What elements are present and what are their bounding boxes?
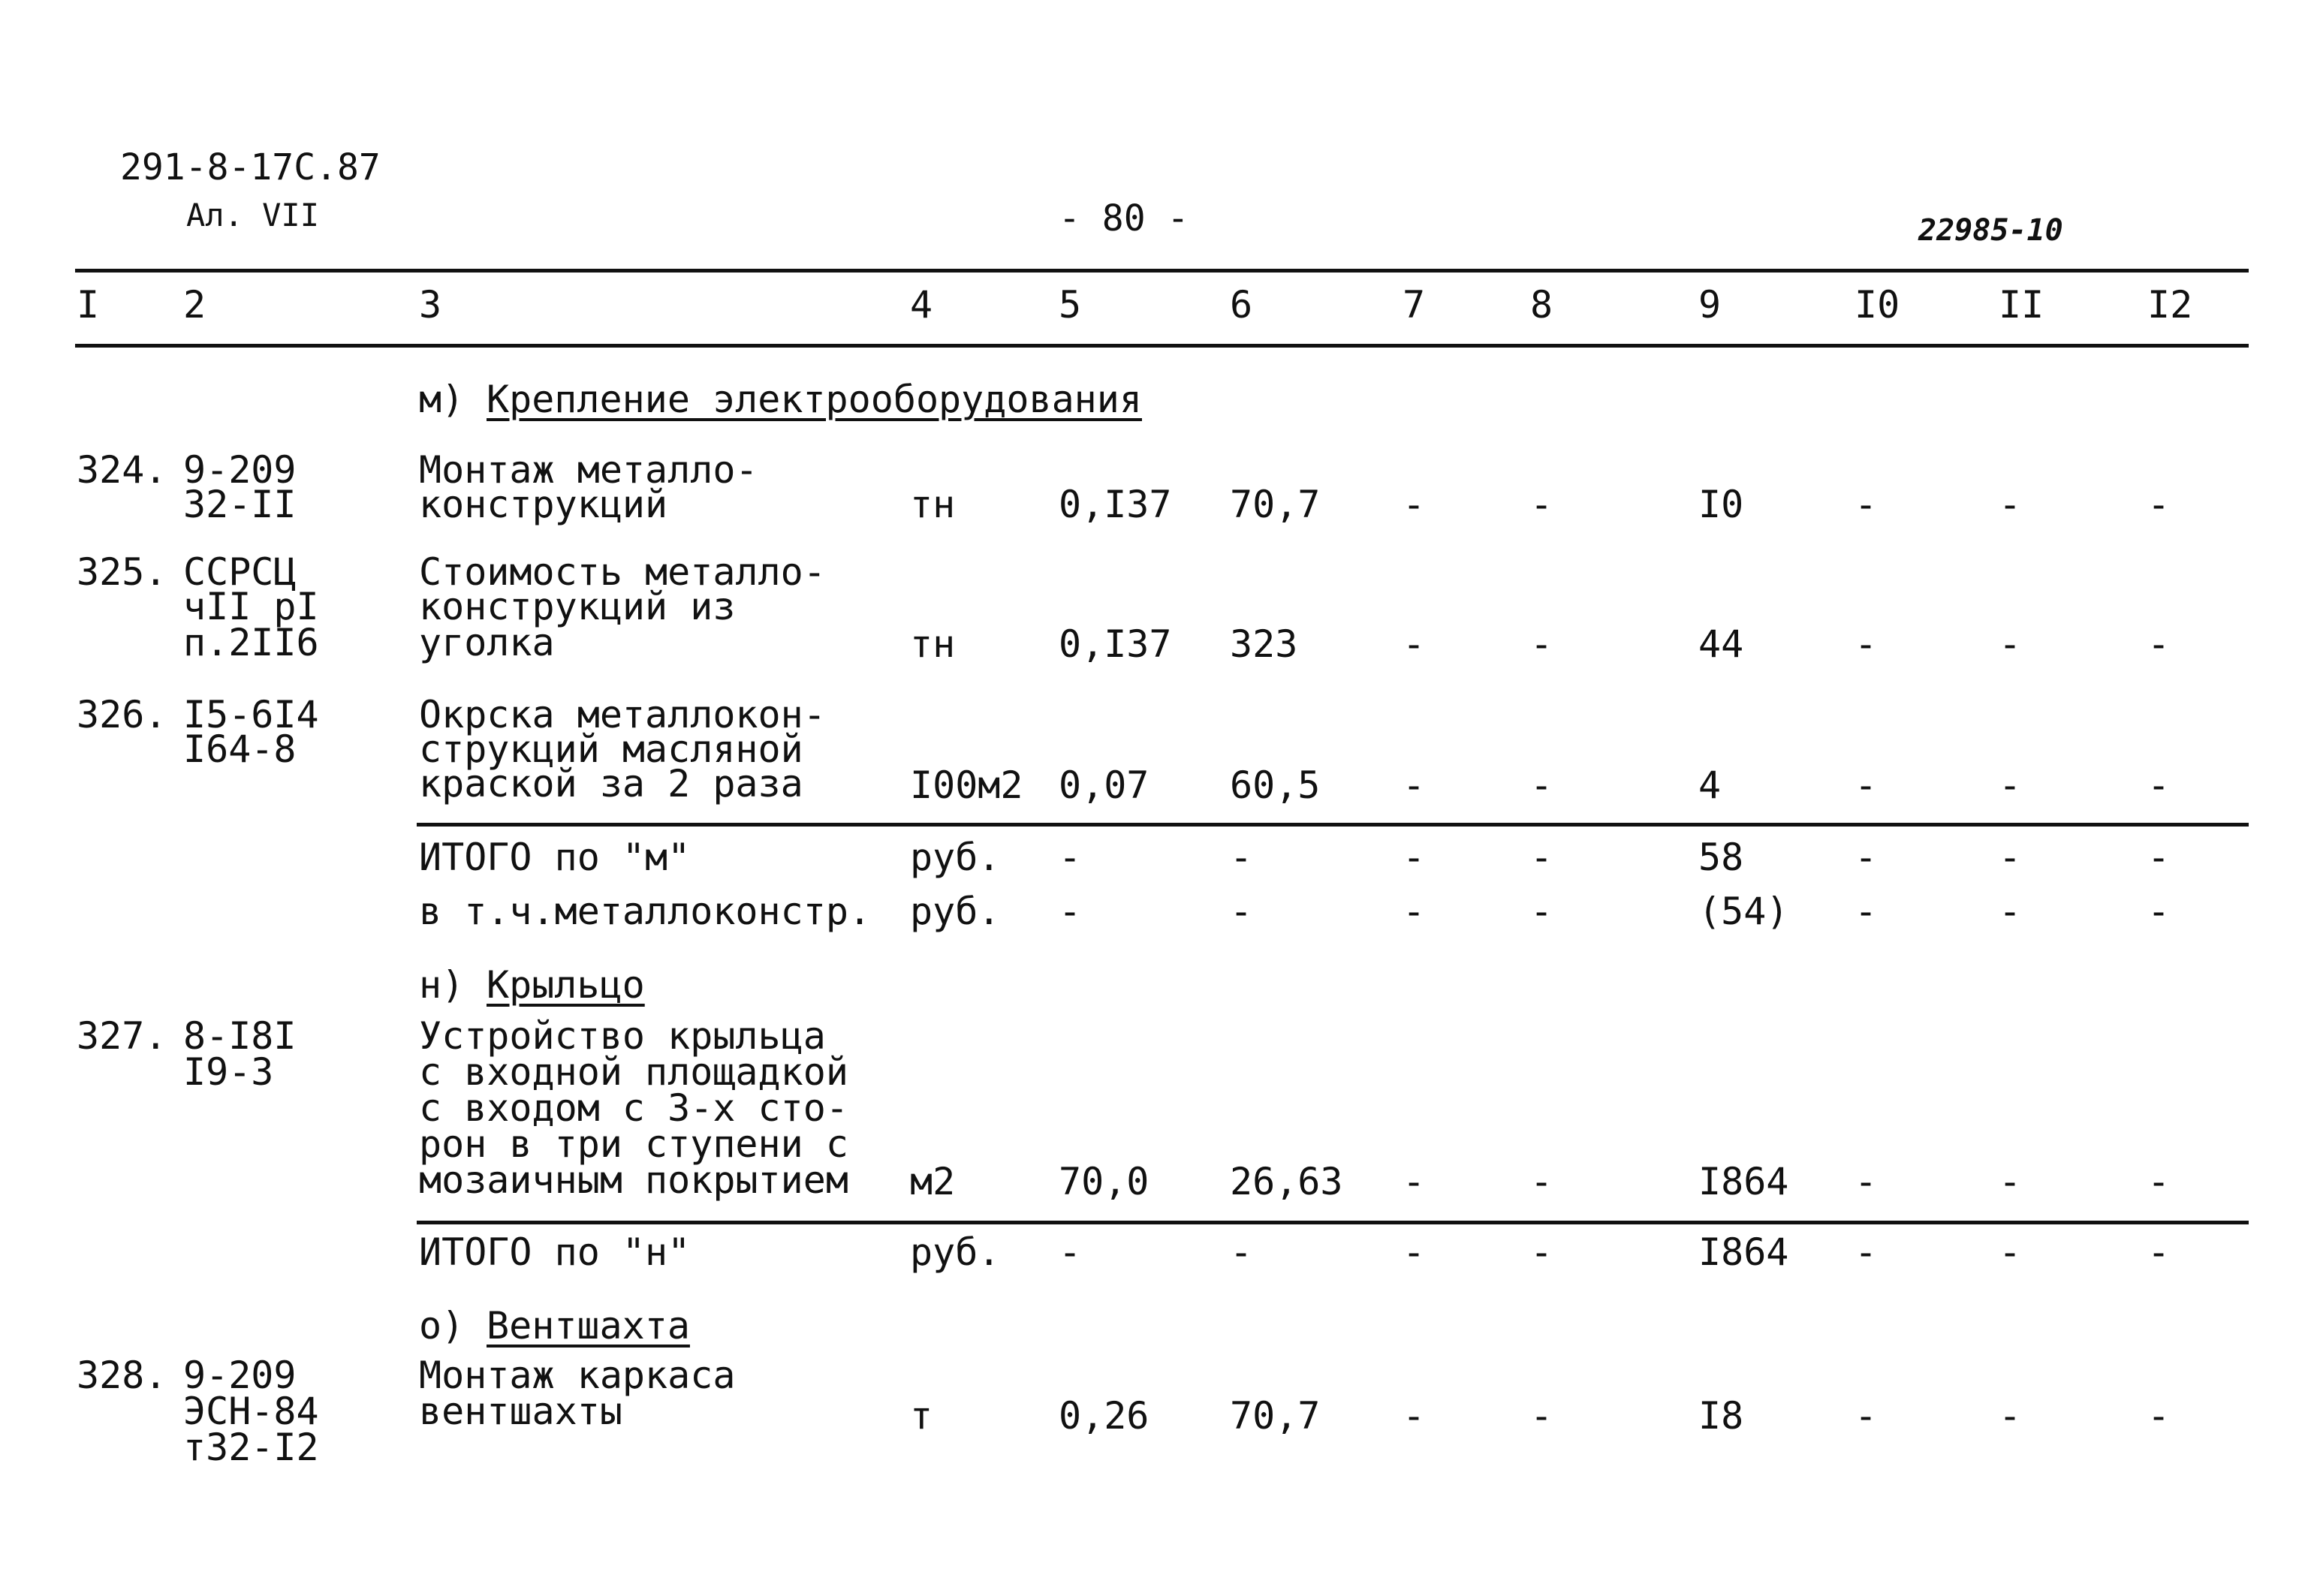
row-desc-327-d: рон в три ступени с	[419, 1122, 848, 1166]
total-m-qty: -	[1059, 836, 1082, 879]
row-number-328: 328.	[77, 1354, 167, 1397]
total-n-c7: -	[1403, 1230, 1426, 1274]
col-header-9: 9	[1698, 283, 1722, 327]
incl-m-c8: -	[1530, 890, 1553, 933]
total-m-rule	[417, 823, 2249, 827]
row-qty-327: 70,0	[1059, 1160, 1149, 1203]
row-unit-327: м2	[910, 1160, 956, 1203]
incl-m-unit: руб.	[910, 890, 1001, 933]
header-top-rule	[75, 269, 2249, 273]
row-c10-326: -	[1855, 763, 1878, 807]
row-qty-325: 0,I37	[1059, 622, 1172, 666]
row-c9-327: I864	[1698, 1160, 1789, 1203]
section-m-title: Крепление электрооборудования	[487, 378, 1142, 421]
incl-m-c12: -	[2147, 890, 2171, 933]
row-c8-325: -	[1530, 622, 1553, 666]
row-number-326: 326.	[77, 693, 167, 736]
inventory-number: 22985-10	[1918, 213, 2063, 248]
row-desc-327-c: с входом с 3-х сто-	[419, 1086, 848, 1130]
total-n-unit: руб.	[910, 1230, 1001, 1274]
page-number: - 80 -	[1059, 197, 1189, 239]
total-n-rule	[417, 1221, 2249, 1224]
section-n-title: Крыльцо	[487, 963, 645, 1007]
col-header-7: 7	[1403, 283, 1426, 327]
section-o-title: Вентшахта	[487, 1304, 690, 1348]
row-c8-324: -	[1530, 483, 1553, 526]
row-price-325: 323	[1230, 622, 1298, 666]
row-desc-327-a: Устройство крыльца	[419, 1014, 826, 1058]
row-price-328: 70,7	[1230, 1394, 1321, 1438]
section-o-prefix: о)	[419, 1304, 465, 1348]
row-desc-326-a: Окрска металлокон-	[419, 693, 826, 736]
row-desc-327-b: с входной площадкой	[419, 1050, 848, 1094]
row-code-324-a: 9-209	[183, 448, 297, 492]
row-c12-328: -	[2147, 1394, 2171, 1438]
total-m-c11: -	[1999, 836, 2022, 879]
total-n-c8: -	[1530, 1230, 1553, 1274]
row-c12-326: -	[2147, 763, 2171, 807]
col-header-11: II	[1999, 283, 2044, 327]
col-header-5: 5	[1059, 283, 1082, 327]
row-code-328-b: ЭСН-84	[183, 1390, 319, 1433]
total-n-c12: -	[2147, 1230, 2171, 1274]
row-desc-328-a: Монтаж каркаса	[419, 1354, 736, 1397]
col-header-12: I2	[2147, 283, 2193, 327]
row-c12-324: -	[2147, 483, 2171, 526]
row-c7-326: -	[1403, 763, 1426, 807]
document-code: 291-8-17С.87	[120, 146, 381, 188]
row-number-325: 325.	[77, 550, 167, 594]
row-c10-327: -	[1855, 1160, 1878, 1203]
row-c10-324: -	[1855, 483, 1878, 526]
row-c12-325: -	[2147, 622, 2171, 666]
incl-m-c9: (54)	[1698, 890, 1789, 933]
total-n-c10: -	[1855, 1230, 1878, 1274]
total-m-unit: руб.	[910, 836, 1001, 879]
row-c8-327: -	[1530, 1160, 1553, 1203]
row-c11-328: -	[1999, 1394, 2022, 1438]
row-c11-326: -	[1999, 763, 2022, 807]
row-unit-325: тн	[910, 622, 956, 666]
incl-m-c7: -	[1403, 890, 1426, 933]
row-code-327-a: 8-I8I	[183, 1014, 297, 1058]
incl-m-price: -	[1230, 890, 1253, 933]
row-desc-326-c: краской за 2 раза	[419, 762, 803, 806]
row-desc-324-b: конструкций	[419, 483, 668, 526]
album-label: Ал. VII	[186, 197, 320, 233]
total-n-c11: -	[1999, 1230, 2022, 1274]
row-code-328-a: 9-209	[183, 1354, 297, 1397]
incl-m-qty: -	[1059, 890, 1082, 933]
row-code-325-a: ССРСЦ	[183, 550, 297, 594]
row-c11-324: -	[1999, 483, 2022, 526]
incl-m-c10: -	[1855, 890, 1878, 933]
row-code-328-c: т32-I2	[183, 1426, 319, 1469]
row-code-324-b: 32-II	[183, 483, 297, 526]
total-n-label: ИТОГО по "н"	[419, 1230, 691, 1274]
section-m-prefix: м)	[419, 378, 465, 421]
incl-m-label: в т.ч.металлоконстр.	[419, 890, 872, 933]
col-header-1: I	[77, 283, 100, 327]
section-n-prefix: н)	[419, 963, 465, 1007]
row-qty-324: 0,I37	[1059, 483, 1172, 526]
row-desc-324-a: Монтаж металло-	[419, 448, 758, 492]
row-price-326: 60,5	[1230, 763, 1321, 807]
row-c7-328: -	[1403, 1394, 1426, 1438]
row-c7-327: -	[1403, 1160, 1426, 1203]
row-c8-328: -	[1530, 1394, 1553, 1438]
row-code-327-b: I9-3	[183, 1050, 274, 1094]
row-qty-328: 0,26	[1059, 1394, 1149, 1438]
col-header-2: 2	[183, 283, 206, 327]
row-desc-328-b: вентшахты	[419, 1390, 622, 1433]
row-code-325-c: п.2II6	[183, 621, 319, 664]
col-header-3: 3	[419, 283, 442, 327]
row-c12-327: -	[2147, 1160, 2171, 1203]
row-c11-327: -	[1999, 1160, 2022, 1203]
total-n-qty: -	[1059, 1230, 1082, 1274]
row-c9-324: I0	[1698, 483, 1744, 526]
row-price-327: 26,63	[1230, 1160, 1343, 1203]
row-c7-325: -	[1403, 622, 1426, 666]
row-c11-325: -	[1999, 622, 2022, 666]
row-c10-325: -	[1855, 622, 1878, 666]
row-c9-328: I8	[1698, 1394, 1744, 1438]
row-unit-326: I00м2	[910, 763, 1023, 807]
total-n-price: -	[1230, 1230, 1253, 1274]
row-code-326-b: I64-8	[183, 727, 297, 771]
row-c9-325: 44	[1698, 622, 1744, 666]
row-desc-327-e: мозаичным покрытием	[419, 1158, 848, 1202]
row-c9-326: 4	[1698, 763, 1722, 807]
total-n-c9: I864	[1698, 1230, 1789, 1274]
row-unit-324: тн	[910, 483, 956, 526]
col-header-10: I0	[1855, 283, 1900, 327]
total-m-c8: -	[1530, 836, 1553, 879]
row-desc-325-c: уголка	[419, 621, 555, 664]
row-price-324: 70,7	[1230, 483, 1321, 526]
total-m-c9: 58	[1698, 836, 1744, 879]
col-header-6: 6	[1230, 283, 1253, 327]
row-code-325-b: чII рI	[183, 585, 319, 628]
row-desc-326-b: струкций масляной	[419, 727, 803, 771]
row-desc-325-b: конструкций из	[419, 585, 736, 628]
row-qty-326: 0,07	[1059, 763, 1149, 807]
row-c7-324: -	[1403, 483, 1426, 526]
row-desc-325-a: Стоимость металло-	[419, 550, 826, 594]
col-header-8: 8	[1530, 283, 1553, 327]
total-m-price: -	[1230, 836, 1253, 879]
row-c10-328: -	[1855, 1394, 1878, 1438]
total-m-c7: -	[1403, 836, 1426, 879]
incl-m-c11: -	[1999, 890, 2022, 933]
header-bottom-rule	[75, 344, 2249, 348]
row-number-327: 327.	[77, 1014, 167, 1058]
row-c8-326: -	[1530, 763, 1553, 807]
total-m-c12: -	[2147, 836, 2171, 879]
row-number-324: 324.	[77, 448, 167, 492]
row-code-326-a: I5-6I4	[183, 693, 319, 736]
col-header-4: 4	[910, 283, 933, 327]
total-m-c10: -	[1855, 836, 1878, 879]
row-unit-328: т	[910, 1394, 933, 1438]
total-m-label: ИТОГО по "м"	[419, 836, 691, 879]
